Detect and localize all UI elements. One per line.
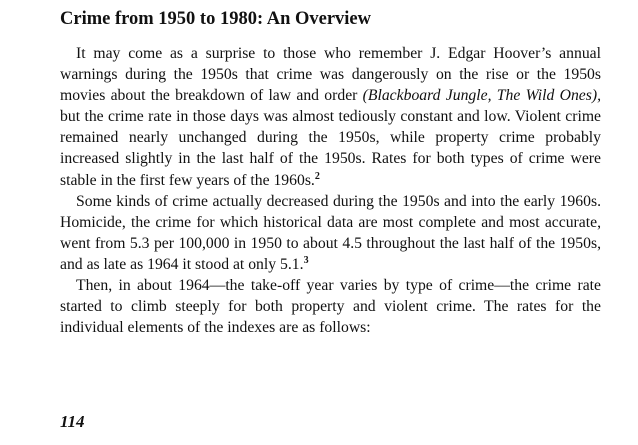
page-number: 114 [60, 412, 85, 431]
paragraph-2-text: Some kinds of crime actually decreased during the 1950s and into the early 1960s. Homicide, the crime for which historical data are most complete and most accurate, went from 5.3 per 100,000 in 1950 to about 4.5 throughout the last half of the 1950s, and as late as 1964 it stood at only 5.1. [60, 192, 601, 273]
paragraph-3 [60, 275, 601, 338]
paragraph-1 [60, 43, 601, 191]
paragraph-3-text: Then, in about 1964—the take-off year varies by type of crime—the crime rate started to climb steeply for both property and violent crime. The rates for the individual elements of the indexes are as follows: [60, 277, 601, 337]
footnote-marker: 3 [303, 254, 309, 266]
body-text [60, 43, 601, 338]
paragraph-2 [60, 191, 601, 275]
paragraph-1-text-continued: but the crime rate in those days was almost tediously constant and low. Violent crime remained nearly unchanged during the 1950s, while property crime probably increased slightly in the last half of the 1950s. Rates for both types of crime were stable in the first few years of the 1960s. [60, 108, 601, 189]
film-titles: (Blackboard Jungle, The Wild Ones), [362, 87, 602, 105]
footnote-marker: 2 [314, 170, 320, 182]
section-heading: Crime from 1950 to 1980: An Overview [60, 9, 372, 29]
paragraph-1-text: It may come as a surprise to those who remember J. Edgar Hoover’s annual warnings during the 1950s that crime was dangerously on the rise or the 1950s movies about the breakdown of law and order [60, 45, 601, 105]
